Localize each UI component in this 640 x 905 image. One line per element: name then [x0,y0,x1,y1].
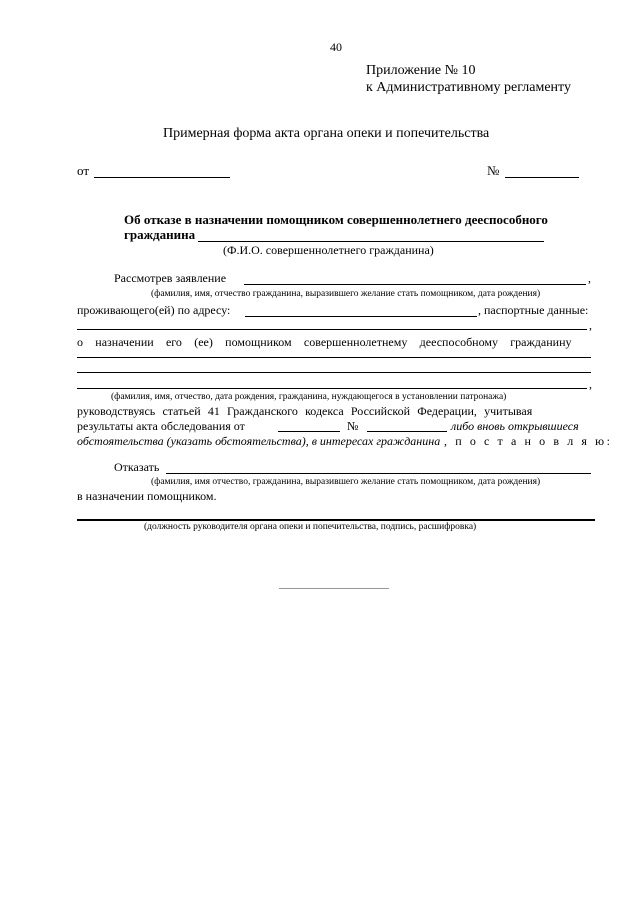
heading-hint: (Ф.И.О. совершеннолетнего гражданина) [223,243,434,257]
signature-hint: (должность руководителя органа опеки и попечительства, подпись, расшифровка) [144,522,477,532]
ward-info-line-2[interactable] [77,372,591,373]
refused-person-line[interactable] [166,473,591,474]
residing-label: проживающего(ей) по адресу: [77,303,231,317]
passport-data-line[interactable] [77,329,587,330]
number-field-line[interactable] [505,177,579,178]
ward-comma: , [589,377,592,391]
citizen-name-line[interactable] [198,241,544,242]
application-line[interactable] [244,284,586,285]
form-title: Примерная форма акта органа опеки и попечительства [163,126,490,141]
considered-label: Рассмотрев заявление [114,271,227,285]
appendix-reference: к Административному регламенту [366,80,571,95]
ward-info-line-3[interactable] [77,388,587,389]
resolves-text: , п о с т а н о в л я ю: [444,434,613,448]
date-field-line[interactable] [94,177,230,178]
appendix-label: Приложение № 10 [366,63,476,78]
heading-line-2: гражданина [124,227,196,242]
footer-divider [279,588,389,589]
passport-label: , паспортные данные: [478,303,589,317]
ward-info-line-1[interactable] [77,357,591,358]
inspection-number-sign: № [347,419,359,433]
ward-hint: (фамилия, имя, отчество, дата рождения, гражданина, нуждающегося в установлении патронажа) [111,392,507,402]
number-label: № [487,163,500,178]
inspection-date-line[interactable] [278,431,340,432]
address-line[interactable] [245,316,477,317]
page-number: 40 [330,40,342,54]
applicant-hint: (фамилия, имя, отчество гражданина, выразившего желание стать помощником, дата рождения) [151,289,541,299]
signature-line[interactable] [77,519,595,521]
in-appointing-text: в назначении помощником. [77,489,217,503]
considered-comma: , [588,271,591,285]
from-label: от [77,163,90,178]
heading-line-1: Об отказе в назначении помощником совершеннолетнего дееспособного [124,212,548,227]
passport-comma: , [589,318,592,332]
inspection-number-line[interactable] [367,431,447,432]
guided-text: руководствуясь статьей 41 Гражданского кодекса Российской Федерации, учитывая [77,404,533,418]
refuse-hint: (фамилия, имя отчество, гражданина, выразившего желание стать помощником, дата рождения) [151,477,541,487]
or-new-text: либо вновь открывшиеся [451,419,579,433]
results-label: результаты акта обследования от [77,419,245,433]
about-appointing-text: о назначении его (ее) помощником совершеннолетнему дееспособному гражданину [77,335,572,349]
circumstances-text: обстоятельства (указать обстоятельства), в интересах гражданина [77,434,441,448]
refuse-label: Отказать [114,460,160,474]
